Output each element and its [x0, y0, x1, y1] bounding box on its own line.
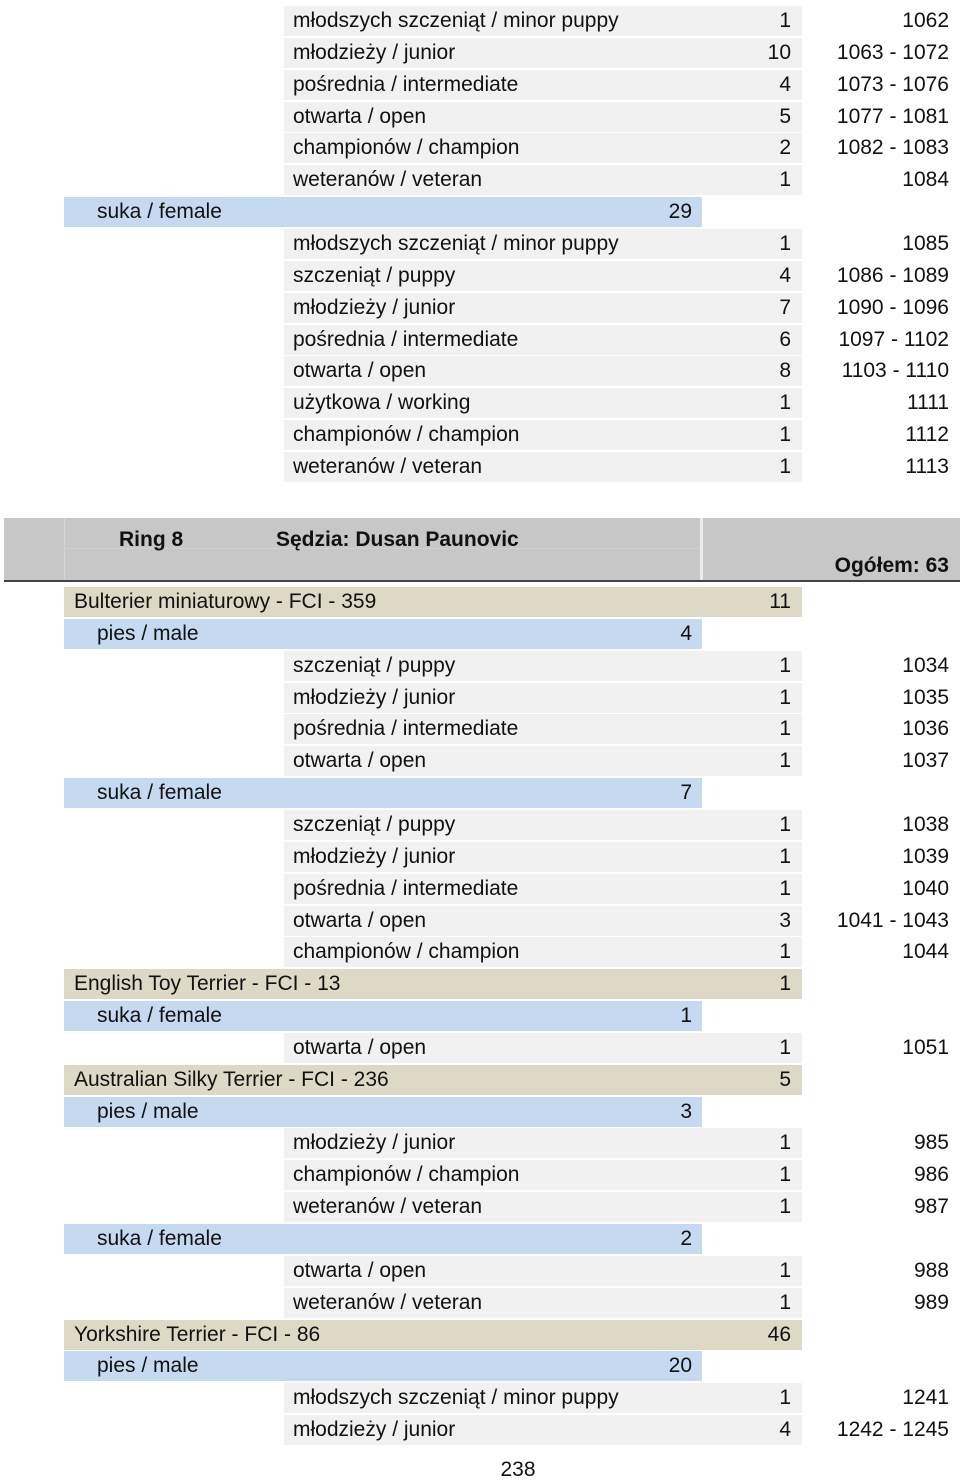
- sex-row: [0, 196, 960, 228]
- catalog-number-range: 1037: [902, 749, 949, 773]
- class-name: młodszych szczeniąt / minor puppy: [293, 231, 619, 255]
- entry-count: 1: [779, 168, 791, 192]
- catalog-number-range: 1034: [902, 653, 949, 677]
- catalog-number-range: 987: [913, 1195, 949, 1219]
- class-row: [0, 1127, 960, 1159]
- ring-header-divider: [700, 518, 703, 580]
- class-row: [0, 873, 960, 905]
- catalog-number-range: 1063 - 1072: [836, 40, 949, 64]
- entry-count: 3: [779, 908, 791, 932]
- sex-row: [0, 1000, 960, 1032]
- ring-header-divider: [64, 518, 65, 580]
- entry-count: 1: [779, 391, 791, 415]
- catalog-number-range: 1085: [902, 231, 949, 255]
- entry-count: 1: [779, 454, 791, 478]
- class-row: [0, 292, 960, 324]
- sex-name: pies / male: [97, 621, 199, 645]
- class-row: [0, 936, 960, 968]
- entry-count: 46: [767, 1322, 791, 1346]
- entry-count: 4: [779, 72, 791, 96]
- catalog-number-range: 1035: [902, 685, 949, 709]
- breed-name: Yorkshire Terrier - FCI - 86: [74, 1322, 321, 1346]
- catalog-number-range: 1242 - 1245: [836, 1418, 949, 1442]
- class-name: szczeniąt / puppy: [293, 812, 456, 836]
- entry-count: 4: [680, 621, 692, 645]
- class-name: młodzieży / junior: [293, 1418, 456, 1442]
- entry-count: 1: [779, 812, 791, 836]
- entry-count: 20: [668, 1354, 692, 1378]
- entry-count: 1: [779, 844, 791, 868]
- class-row: [0, 841, 960, 873]
- class-name: weteranów / veteran: [293, 1195, 483, 1219]
- sex-name: suka / female: [97, 1227, 222, 1250]
- entry-count: 10: [767, 40, 791, 64]
- class-row: [0, 260, 960, 292]
- class-name: pośrednia / intermediate: [293, 327, 519, 351]
- catalog-number-range: 1103 - 1110: [841, 359, 949, 383]
- entry-count: 5: [779, 104, 791, 128]
- sex-name: suka / female: [97, 781, 222, 805]
- sex-name: suka / female: [97, 1004, 222, 1028]
- entry-count: 1: [779, 1163, 791, 1187]
- class-name: championów / champion: [293, 940, 520, 964]
- catalog-number-range: 1112: [905, 423, 949, 447]
- breed-name: English Toy Terrier - FCI - 13: [74, 972, 341, 996]
- entry-count: 1: [779, 876, 791, 900]
- class-row: [0, 355, 960, 387]
- catalog-number-range: 1044: [902, 940, 949, 964]
- catalog-number-range: 1073 - 1076: [836, 72, 949, 96]
- class-row: [0, 713, 960, 745]
- class-row: [0, 69, 960, 101]
- catalog-number-range: 1041 - 1043: [836, 908, 949, 932]
- catalog-number-range: 1077 - 1081: [836, 104, 949, 128]
- class-row: [0, 809, 960, 841]
- class-name: szczeniąt / puppy: [293, 263, 456, 287]
- catalog-number-range: 1241: [902, 1386, 949, 1410]
- entry-count: 6: [779, 327, 791, 351]
- class-row: [0, 1191, 960, 1223]
- class-name: szczeniąt / puppy: [293, 653, 456, 677]
- catalog-number-range: 1040: [902, 876, 949, 900]
- entry-count: 1: [779, 9, 791, 32]
- catalog-number-range: 1084: [902, 168, 949, 192]
- entry-count: 1: [779, 423, 791, 447]
- class-row: [0, 387, 960, 419]
- class-name: otwarta / open: [293, 908, 427, 932]
- ring-header: [0, 517, 960, 581]
- entry-count: 1: [779, 749, 791, 773]
- class-name: pośrednia / intermediate: [293, 876, 519, 900]
- class-row: [0, 1414, 960, 1446]
- class-name: młodszych szczeniąt / minor puppy: [293, 9, 619, 32]
- catalog-number-range: 1038: [902, 812, 949, 836]
- class-name: użytkowa / working: [293, 391, 471, 415]
- class-row: [0, 1287, 960, 1319]
- entry-count: 11: [769, 590, 791, 613]
- entry-count: 1: [779, 1258, 791, 1282]
- class-row: [0, 132, 960, 164]
- entry-count: 1: [779, 1195, 791, 1219]
- class-name: championów / champion: [293, 1163, 520, 1187]
- sex-row: [0, 1096, 960, 1128]
- class-row: [0, 228, 960, 260]
- sex-name: suka / female: [97, 200, 222, 224]
- sex-row: [0, 1223, 960, 1255]
- entry-count: 1: [779, 231, 791, 255]
- class-name: otwarta / open: [293, 359, 427, 383]
- catalog-number-range: 1090 - 1096: [836, 295, 949, 319]
- entry-count: 1: [779, 972, 791, 996]
- class-row: [0, 1159, 960, 1191]
- catalog-number-range: 1113: [905, 454, 949, 478]
- class-name: pośrednia / intermediate: [293, 717, 519, 741]
- class-name: otwarta / open: [293, 104, 427, 128]
- catalog-number-range: 988: [913, 1258, 949, 1282]
- class-row: [0, 101, 960, 133]
- catalog-number-range: 1082 - 1083: [836, 136, 949, 160]
- class-row: [0, 419, 960, 451]
- entry-count: 29: [668, 200, 692, 224]
- catalog-number-range: 1036: [902, 717, 949, 741]
- catalog-number-range: 986: [913, 1163, 949, 1187]
- sex-name: pies / male: [97, 1099, 199, 1123]
- entry-count: 1: [779, 1035, 791, 1059]
- breed-row: [0, 968, 960, 1000]
- catalog-number-range: 985: [913, 1131, 949, 1155]
- class-row: [0, 451, 960, 483]
- class-name: championów / champion: [293, 136, 520, 160]
- entry-count: 1: [779, 940, 791, 964]
- class-name: otwarta / open: [293, 749, 427, 773]
- class-row: [0, 1032, 960, 1064]
- class-row: [0, 905, 960, 937]
- entry-count: 1: [680, 1004, 692, 1028]
- entry-count: 1: [779, 653, 791, 677]
- class-row: [0, 650, 960, 682]
- entry-count: 2: [779, 136, 791, 160]
- class-name: młodzieży / junior: [293, 40, 456, 64]
- entry-count: 2: [680, 1227, 692, 1250]
- class-row: [0, 745, 960, 777]
- sex-name: pies / male: [97, 1354, 199, 1378]
- class-name: weteranów / veteran: [293, 1290, 483, 1314]
- catalog-number-range: 1051: [902, 1035, 949, 1059]
- catalog-number-range: 1086 - 1089: [836, 263, 949, 287]
- ring-header-underline: [4, 580, 960, 582]
- class-row: [0, 1255, 960, 1287]
- class-row: [0, 5, 960, 37]
- entry-count: 1: [779, 717, 791, 741]
- class-row: [0, 164, 960, 196]
- class-name: młodzieży / junior: [293, 844, 456, 868]
- breed-row: [0, 1064, 960, 1096]
- class-name: weteranów / veteran: [293, 454, 483, 478]
- class-name: pośrednia / intermediate: [293, 72, 519, 96]
- sex-row: [0, 777, 960, 809]
- class-row: [0, 324, 960, 356]
- class-name: młodzieży / junior: [293, 685, 456, 709]
- class-name: otwarta / open: [293, 1258, 427, 1282]
- entry-count: 1: [779, 1386, 791, 1410]
- class-row: [0, 1382, 960, 1414]
- breed-row: [0, 1319, 960, 1351]
- breed-name: Australian Silky Terrier - FCI - 236: [74, 1067, 389, 1091]
- catalog-number-range: 1039: [902, 844, 949, 868]
- catalog-number-range: 1111: [906, 391, 949, 415]
- class-name: weteranów / veteran: [293, 168, 483, 192]
- class-name: młodzieży / junior: [293, 1131, 456, 1155]
- entry-count: 4: [779, 1418, 791, 1442]
- class-row: [0, 37, 960, 69]
- entry-count: 5: [779, 1067, 791, 1091]
- entry-count: 1: [779, 1290, 791, 1314]
- entry-count: 1: [779, 1131, 791, 1155]
- class-name: championów / champion: [293, 423, 520, 447]
- entry-count: 7: [779, 295, 791, 319]
- class-name: młodzieży / junior: [293, 295, 456, 319]
- catalog-number-range: 989: [913, 1290, 949, 1314]
- entry-count: 3: [680, 1099, 692, 1123]
- entry-count: 7: [680, 781, 692, 805]
- ring-label: Ring 8: [119, 528, 184, 551]
- sex-row: [0, 1350, 960, 1382]
- sex-row: [0, 618, 960, 650]
- judge-label: Sędzia: Dusan Paunovic: [276, 528, 519, 551]
- breed-row: [0, 586, 960, 618]
- catalog-number-range: 1097 - 1102: [838, 327, 949, 351]
- entry-count: 4: [779, 263, 791, 287]
- catalog-number-range: 1062: [902, 9, 949, 32]
- class-name: otwarta / open: [293, 1035, 427, 1059]
- entry-count: 8: [779, 359, 791, 383]
- total-entries-label: Ogółem: 63: [834, 554, 949, 577]
- class-name: młodszych szczeniąt / minor puppy: [293, 1386, 619, 1410]
- class-row: [0, 682, 960, 714]
- page-number: 238: [500, 1458, 536, 1481]
- entry-count: 1: [779, 685, 791, 709]
- breed-name: Bulterier miniaturowy - FCI - 359: [74, 590, 377, 613]
